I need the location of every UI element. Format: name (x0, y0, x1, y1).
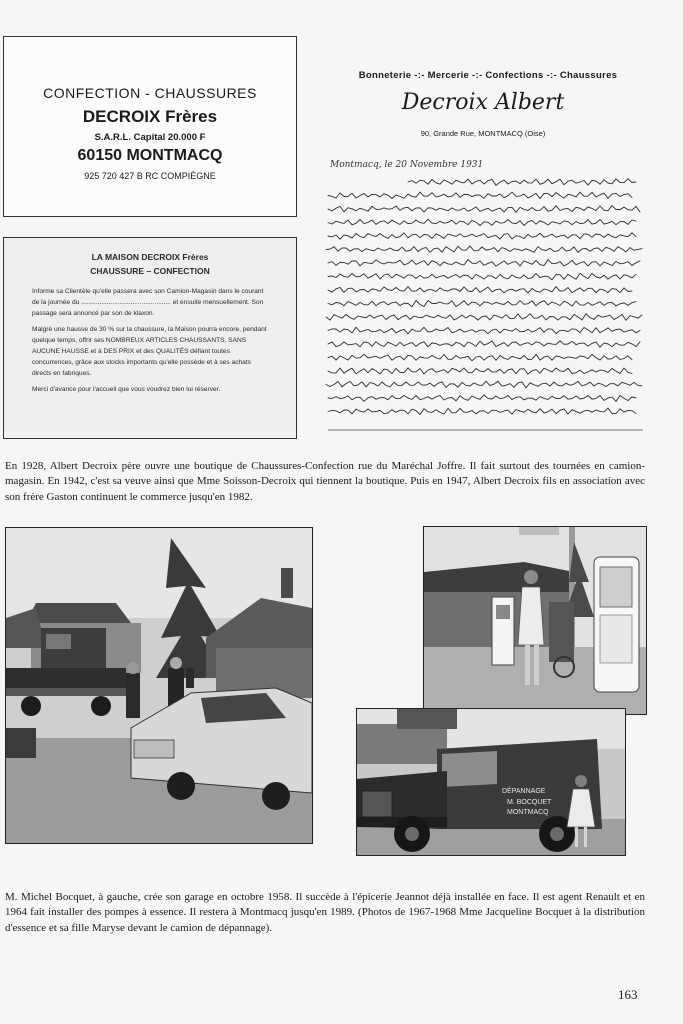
photo-breakdown-truck (356, 708, 626, 856)
photo-garage-street (5, 527, 313, 844)
caption-decroix-history: En 1928, Albert Decroix père ouvre une boutique de Chaussures-Confection rue du Maréchal Joffre. Il fait surtout des tournées en camion-magasin. En 1942, c'est sa veuve ainsi que Mme Soisson-Decroix qui tiennent la boutique. Puis en 1947, Albert Decroix fils en association avec son frère Gaston continuent le commerce jusqu'en 1982. (5, 460, 645, 503)
card-line-trade: CONFECTION - CHAUSSURES (43, 85, 257, 101)
letter-date: Montmacq, le 20 Novembre 1931 (330, 160, 484, 170)
notice-paragraph-3: Merci d'avance pour l'accueil que vous voudrez bien lui réserver. (32, 386, 221, 393)
letterhead-trades: Bonneterie -:- Mercerie -:- Confections -:- Chaussures (358, 70, 618, 81)
notice-title: LA MAISON DECROIX Frères (91, 252, 209, 262)
page-number: 163 (618, 987, 638, 1002)
advertisement-notice (3, 237, 297, 439)
notice-paragraph-1: Informe sa Clientèle qu'elle passera avec son Camion-Magasin dans le courant de la journée du ................................................. et ensuite mensuellement. Son passage sera annoncé par son de klaxon. (32, 288, 264, 317)
notice-subtitle: CHAUSSURE – CONFECTION (90, 266, 210, 276)
notice-paragraph-2: Malgré une hausse de 30 % sur la chaussure, la Maison pourra encore, pendant quelque temps, offrir ses NOMBREUX ARTICLES CHAUSSANTS, SANS AUCUNE HAUSSE et à DES PRIX et des QUALITÉS défiant toutes concurrences, grâce aux stocks importants qu'elle possède et à ses achats directs en fabriques. (32, 326, 267, 377)
card-line-registry: 925 720 427 B RC COMPIÈGNE (84, 171, 216, 181)
handwritten-letter (318, 62, 648, 436)
handwriting-image (318, 172, 648, 437)
letterhead-name: Decroix Albert (401, 90, 565, 115)
truck-sign-line-3: MONTMACQ (507, 809, 549, 816)
truck-sign-line-2: M. BOCQUET (507, 799, 552, 806)
truck-sign-line-1: DÉPANNAGE (502, 788, 546, 795)
card-line-capital: S.A.R.L. Capital 20.000 F (94, 132, 206, 143)
caption-bocquet-garage: M. Michel Bocquet, à gauche, crée son garage en octobre 1958. Il succède à l'épicerie Jeannot déjà installée en face. Il est agent Renault et en 1964 fait installer des pompes à essence. Il restera à Montmacq jusqu'en 1989. (Photos de 1967-1968 Mme Jacqueline Bocquet à la distribution d'essence et sa fille Maryse devant le camion de dépannage). (5, 891, 645, 934)
card-line-town: 60150 MONTMACQ (77, 147, 223, 164)
business-card-decroix-freres (3, 36, 297, 217)
photo-petrol-pumps (423, 526, 647, 715)
letterhead-address: 90, Grande Rue, MONTMACQ (Oise) (420, 129, 546, 138)
card-line-company: DECROIX Frères (82, 107, 218, 126)
